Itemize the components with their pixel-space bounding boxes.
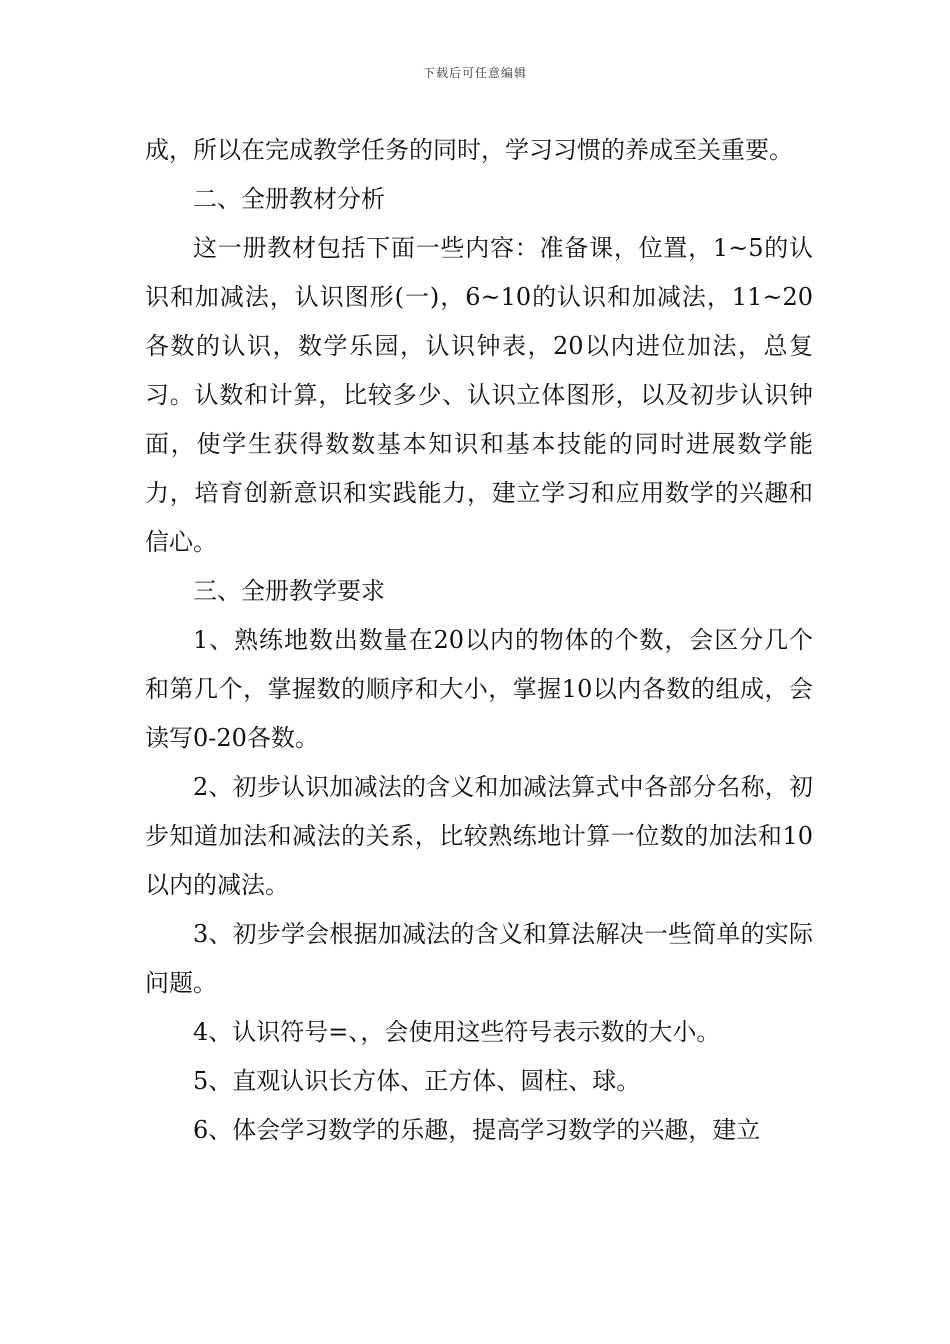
requirement-item-3: 3、初步学会根据加减法的含义和算法解决一些简单的实际问题。 [145, 920, 813, 997]
section-heading-3: 三、全册教学要求 [193, 577, 385, 605]
page-header: 下载后可任意编辑 [422, 66, 527, 80]
paragraph-textbook-contents: 这一册教材包括下面一些内容：准备课，位置，1~5的认识和加减法，认识图形(一)，6~10的认识和加减法，11~20各数的认识，数学乐园，认识钟表，20以内进位加法，总复习。认数和计算，比较多少、认识立体图形，以及初步认识钟面，使学生获得数数基本知识和基本技能的同时进展数学能力，培育创新意识和实践能力，建立学习和应用数学的兴趣和信心。 [145, 234, 813, 556]
document-body [145, 126, 813, 1155]
paragraph-1: 成，所以在完成教学任务的同时，学习习惯的养成至关重要。 [145, 136, 793, 164]
requirement-item-5: 5、直观认识长方体、正方体、圆柱、球。 [193, 1067, 641, 1095]
section-heading-2: 二、全册教材分析 [193, 185, 385, 213]
requirement-item-2: 2、初步认识加减法的含义和加减法算式中各部分名称，初步知道加法和减法的关系，比较熟练地计算一位数的加法和10以内的减法。 [145, 773, 813, 899]
requirement-item-6: 6、体会学习数学的乐趣，提高学习数学的兴趣，建立 [193, 1116, 761, 1144]
requirement-item-4: 4、认识符号=、，会使用这些符号表示数的大小。 [193, 1018, 721, 1046]
requirement-item-1: 1、熟练地数出数量在20以内的物体的个数，会区分几个和第几个，掌握数的顺序和大小，掌握10以内各数的组成，会读写0-20各数。 [145, 626, 813, 752]
